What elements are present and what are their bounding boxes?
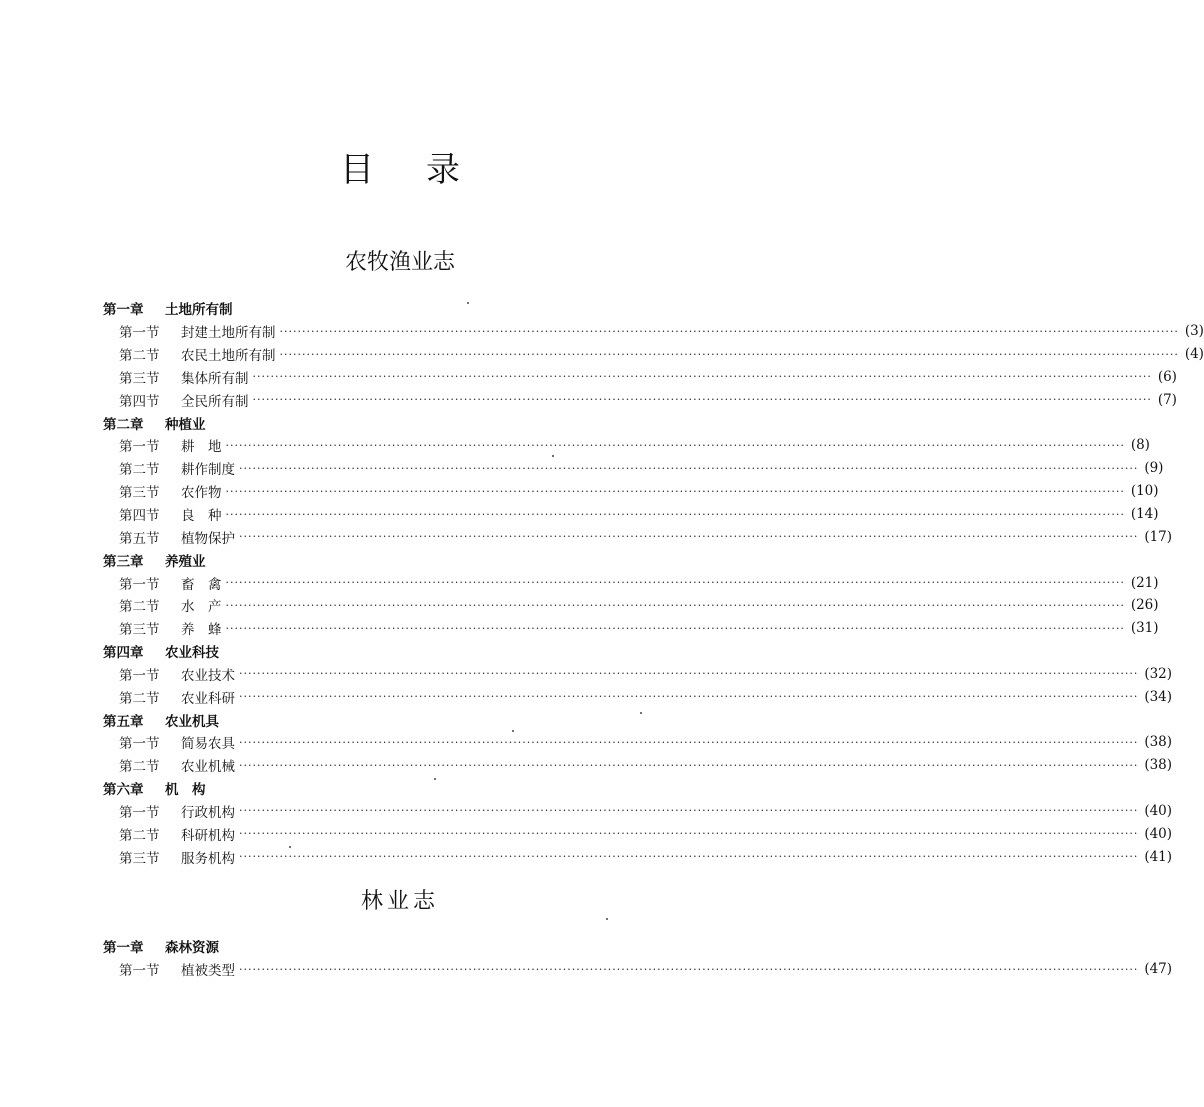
dot-leader: ········································································································································································································ [239, 530, 1139, 544]
page-number: (40) [1144, 802, 1173, 819]
section-number: 第二节 [119, 462, 160, 479]
section-title: 服务机构 [181, 850, 235, 867]
toc-entry[interactable] [103, 617, 1159, 640]
scan-speck [552, 455, 554, 457]
section-number: 第一节 [119, 736, 160, 753]
section-title: 耕作制度 [181, 462, 235, 479]
chapter-heading [103, 548, 683, 571]
page-number: (10) [1130, 483, 1159, 500]
chapter-title: 种植业 [165, 416, 206, 433]
chapter-heading [103, 297, 683, 320]
scan-speck [512, 730, 514, 732]
chapter-heading [103, 777, 683, 800]
section-title: 农业机械 [181, 759, 235, 776]
dot-leader: ········································································································································································································ [239, 758, 1139, 772]
chapter-number: 第一章 [103, 302, 144, 319]
section-title: 水 产 [181, 599, 222, 616]
toc-entry[interactable] [103, 388, 1177, 411]
section-title: 植物保护 [181, 530, 235, 547]
section-title: 农业科研 [181, 690, 235, 707]
section-number: 第一节 [119, 667, 160, 684]
toc-entry[interactable] [103, 663, 1173, 686]
dot-leader: ········································································································································································································ [279, 347, 1179, 361]
section-title: 农民土地所有制 [181, 348, 276, 365]
chapter-number: 第一章 [103, 940, 144, 957]
section-title: 科研机构 [181, 827, 235, 844]
section-number: 第五节 [119, 530, 160, 547]
toc-entry[interactable] [103, 525, 1173, 548]
page-number: (4) [1184, 346, 1204, 363]
dot-leader: ········································································································································································································ [225, 438, 1125, 452]
section-number: 第三节 [119, 622, 160, 639]
page-number: (41) [1144, 848, 1173, 865]
scan-speck [434, 778, 436, 780]
dot-leader: ········································································································································································································ [239, 667, 1139, 681]
page-number: (31) [1130, 620, 1159, 637]
toc-entry[interactable] [103, 320, 1204, 343]
dot-leader: ········································································································································································································ [225, 576, 1125, 590]
dot-leader: ········································································································································································································ [225, 507, 1125, 521]
section-title: 畜 禽 [181, 576, 222, 593]
chapter-number: 第二章 [103, 416, 144, 433]
chapter-title: 农业科技 [165, 645, 219, 662]
section-title: 行政机构 [181, 804, 235, 821]
toc-list [103, 935, 1173, 981]
section-number: 第一节 [119, 576, 160, 593]
section-title: 封建土地所有制 [181, 325, 276, 342]
section-title: 耕 地 [181, 439, 222, 456]
section-number: 第二节 [119, 599, 160, 616]
toc-entry[interactable] [103, 480, 1159, 503]
toc-entry[interactable] [103, 958, 1173, 981]
page-number: (7) [1157, 391, 1177, 408]
toc-entry[interactable] [103, 457, 1164, 480]
dot-leader: ········································································································································································································ [239, 804, 1139, 818]
page-number: (8) [1130, 437, 1150, 454]
section-number: 第一节 [119, 804, 160, 821]
chapter-title: 土地所有制 [165, 302, 233, 319]
toc-list [103, 297, 1204, 868]
chapter-title: 农业机具 [165, 713, 219, 730]
dot-leader: ········································································································································································································ [239, 461, 1139, 475]
page-number: (34) [1144, 688, 1173, 705]
section-title: 植被类型 [181, 963, 235, 980]
dot-leader: ········································································································································································································ [279, 324, 1179, 338]
chapter-title: 森林资源 [165, 940, 219, 957]
section-number: 第二节 [119, 759, 160, 776]
dot-leader: ········································································································································································································ [239, 735, 1139, 749]
dot-leader: ········································································································································································································ [225, 621, 1125, 635]
toc-entry[interactable] [103, 366, 1177, 389]
scan-speck [467, 302, 469, 304]
section-number: 第一节 [119, 325, 160, 342]
toc-entry[interactable] [103, 503, 1159, 526]
dot-leader: ········································································································································································································ [252, 370, 1152, 384]
chapter-heading [103, 935, 683, 958]
toc-entry[interactable] [103, 845, 1173, 868]
chapter-heading [103, 708, 683, 731]
chapter-number: 第五章 [103, 713, 144, 730]
page-number: (38) [1144, 757, 1173, 774]
scan-speck [606, 918, 608, 920]
page-number: (6) [1157, 368, 1177, 385]
scan-speck [640, 712, 642, 714]
dot-leader: ········································································································································································································ [225, 598, 1125, 612]
dot-leader: ········································································································································································································ [239, 962, 1139, 976]
section-number: 第三节 [119, 850, 160, 867]
page-number: (38) [1144, 734, 1173, 751]
page-number: (9) [1144, 460, 1164, 477]
page-number: (21) [1130, 574, 1159, 591]
part-title-forestry: 林业志 [360, 889, 439, 914]
page-number: (3) [1184, 323, 1204, 340]
chapter-heading [103, 640, 683, 663]
dot-leader: ········································································································································································································ [252, 393, 1152, 407]
page-number: (17) [1144, 528, 1173, 545]
page-number: (26) [1130, 597, 1159, 614]
section-number: 第二节 [119, 690, 160, 707]
toc-entry[interactable] [103, 685, 1173, 708]
page-number: (40) [1144, 825, 1173, 842]
chapter-title: 养殖业 [165, 553, 206, 570]
section-number: 第一节 [119, 963, 160, 980]
page-title: 目录 [340, 150, 512, 190]
page-number: (32) [1144, 665, 1173, 682]
section-title: 集体所有制 [181, 370, 249, 387]
page-number: (47) [1144, 961, 1173, 978]
section-title: 良 种 [181, 508, 222, 525]
toc-entry[interactable] [103, 343, 1204, 366]
chapter-number: 第三章 [103, 553, 144, 570]
toc-entry[interactable] [103, 594, 1159, 617]
toc-entry[interactable] [103, 731, 1173, 754]
section-number: 第四节 [119, 393, 160, 410]
chapter-heading [103, 411, 683, 434]
dot-leader: ········································································································································································································ [239, 827, 1139, 841]
toc-entry[interactable] [103, 571, 1159, 594]
dot-leader: ········································································································································································································ [225, 484, 1125, 498]
section-title: 农业技术 [181, 667, 235, 684]
chapter-number: 第四章 [103, 645, 144, 662]
toc-entry[interactable] [103, 822, 1173, 845]
toc-entry[interactable] [103, 754, 1173, 777]
section-title: 农作物 [181, 485, 222, 502]
chapter-number: 第六章 [103, 782, 144, 799]
dot-leader: ········································································································································································································ [239, 690, 1139, 704]
scan-speck [289, 846, 291, 848]
chapter-title: 机 构 [165, 782, 206, 799]
section-number: 第二节 [119, 348, 160, 365]
section-title: 简易农具 [181, 736, 235, 753]
section-number: 第三节 [119, 370, 160, 387]
section-number: 第四节 [119, 508, 160, 525]
section-number: 第三节 [119, 485, 160, 502]
section-title: 养 蜂 [181, 622, 222, 639]
section-number: 第一节 [119, 439, 160, 456]
section-title: 全民所有制 [181, 393, 249, 410]
dot-leader: ········································································································································································································ [239, 850, 1139, 864]
toc-entry[interactable] [103, 800, 1173, 823]
part-title-agriculture: 农牧渔业志 [344, 250, 455, 275]
toc-entry[interactable] [103, 434, 1150, 457]
page-number: (14) [1130, 506, 1159, 523]
section-number: 第二节 [119, 827, 160, 844]
